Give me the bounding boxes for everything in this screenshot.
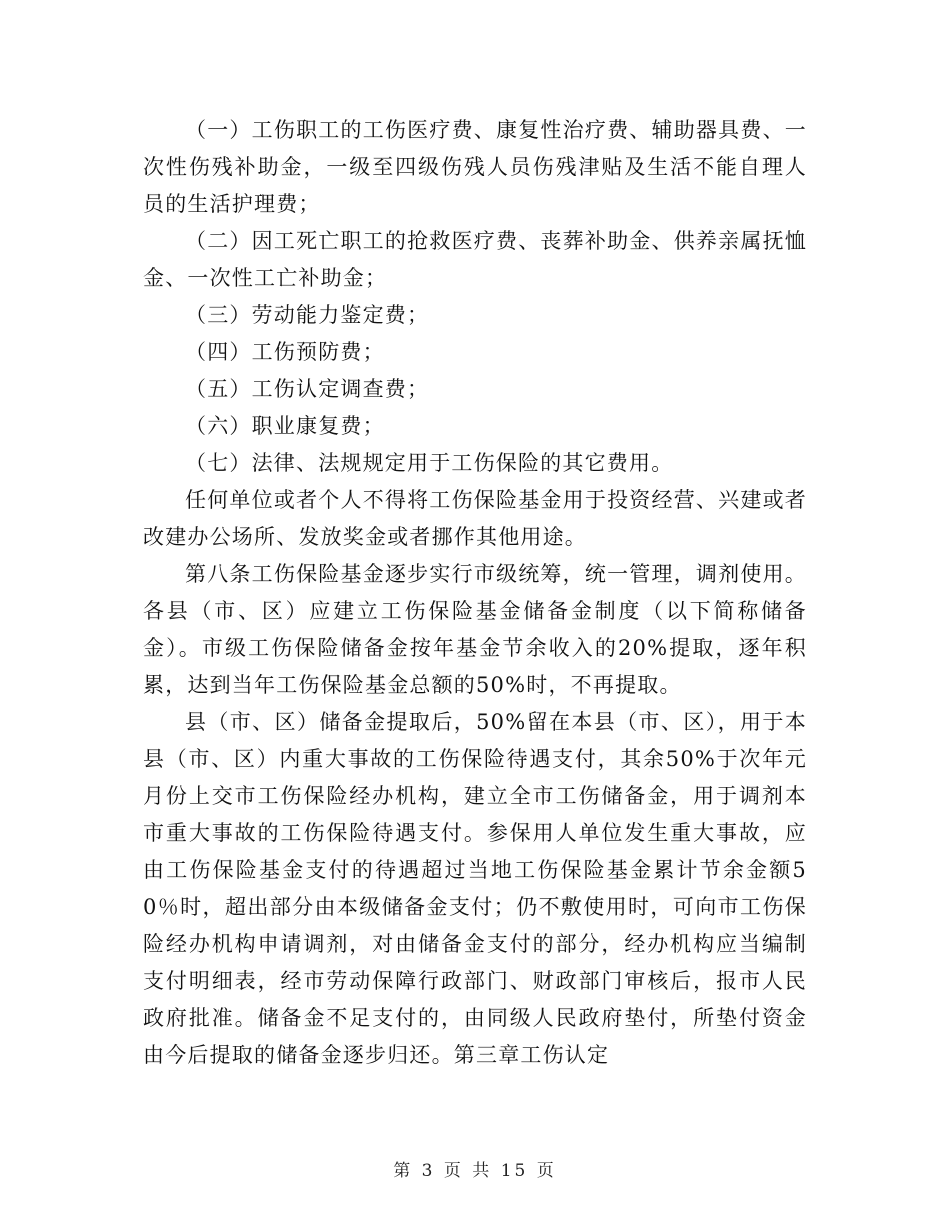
document-body (143, 112, 807, 1074)
paragraph-item-3: （三）劳动能力鉴定费； (185, 303, 430, 327)
paragraph-county-reserve: 县（市、区）储备金提取后，50%留在本县（市、区），用于本县（市、区）内重大事故的工伤保险待遇支付，其余50%于次年元月份上交市工伤保险经办机构，建立全市工伤储备金，用于调剂本市重大事故的工伤保险待遇支付。参保用人单位发生重大事故，应由工伤保险基金支付的待遇超过当地工伤保险基金累计节余金额50％时，超出部分由本级储备金支付；仍不敷使用时，可向市工伤保险经办机构申请调剂，对由储备金支付的部分，经办机构应当编制支付明细表，经市劳动保障行政部门、财政部门审核后，报市人民政府批准。储备金不足支付的，由同级人民政府垫付，所垫付资金由今后提取的储备金逐步归还。第三章工伤认定 (143, 710, 807, 1067)
paragraph-item-2: （二）因工死亡职工的抢救医疗费、丧葬补助金、供养亲属抚恤金、一次性工亡补助金； (143, 229, 807, 290)
paragraph-item-1: （一）工伤职工的工伤医疗费、康复性治疗费、辅助器具费、一次性伤残补助金，一级至四级伤残人员伤残津贴及生活不能自理人员的生活护理费； (143, 118, 807, 216)
paragraph-item-4: （四）工伤预防费； (185, 340, 385, 364)
paragraph-item-5: （五）工伤认定调查费； (185, 377, 430, 401)
page-number-footer: 第 3 页 共 15 页 (393, 1161, 557, 1181)
paragraph-item-7: （七）法律、法规规定用于工伤保险的其它费用。 (185, 451, 674, 475)
paragraph-article-8: 第八条工伤保险基金逐步实行市级统筹，统一管理，调剂使用。各县（市、区）应建立工伤保险基金储备金制度（以下简称储备金）。市级工伤保险储备金按年基金节余收入的20%提取，逐年积累，达到当年工伤保险基金总额的50%时，不再提取。 (143, 562, 807, 697)
paragraph-general-prohibition: 任何单位或者个人不得将工伤保险基金用于投资经营、兴建或者改建办公场所、发放奖金或者挪作其他用途。 (143, 488, 807, 549)
paragraph-item-6: （六）职业康复费； (185, 414, 385, 438)
